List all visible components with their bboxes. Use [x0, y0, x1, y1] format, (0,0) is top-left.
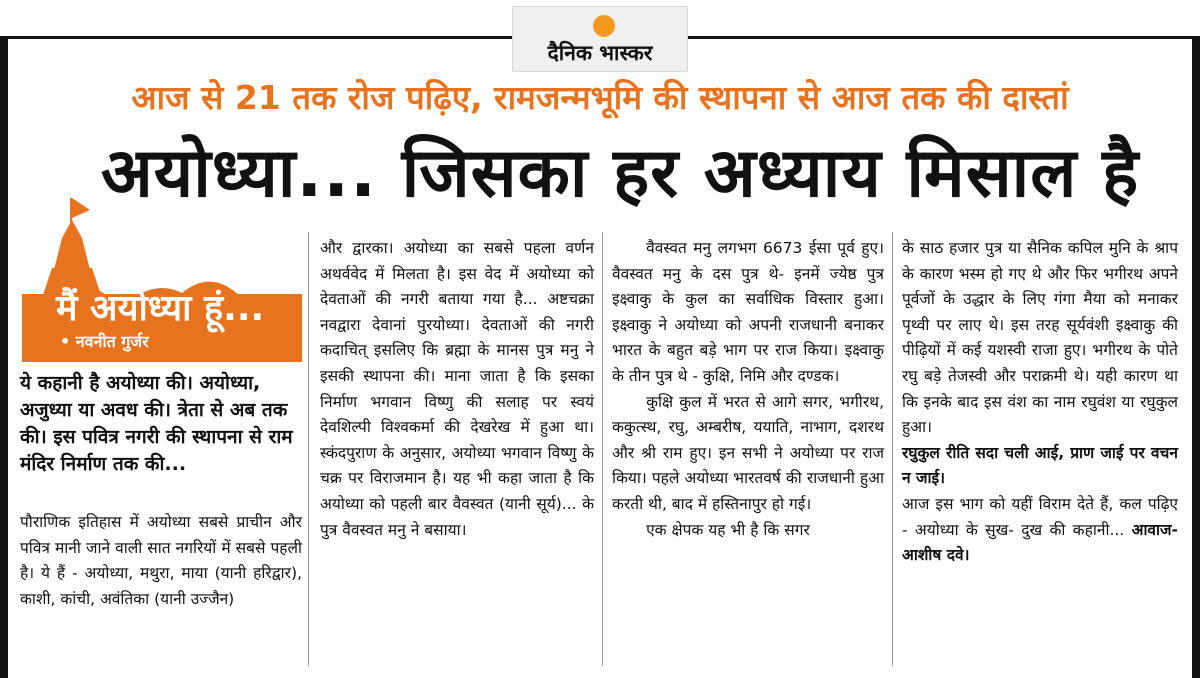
article-column-3 [612, 236, 884, 543]
column-divider [892, 232, 893, 666]
pull-quote: रघुकुल रीति सदा चली आई, प्राण जाई पर वचन न जाई। [902, 443, 1178, 488]
column-3-paragraph-2: कुक्षि कुल में भरत से आगे सगर, भगीरथ, ककुत्स्थ, रघु, अम्बरीष, ययाति, नाभाग, दशरथ और श्री राम हुए। इन सभी ने अयोध्या पर राज किया। पहले अयोध्या भारतवर्ष की राजधानी हुआ करती थी, बाद में हस्तिनापुर हो गई। [612, 392, 884, 513]
frame-right-border [1192, 36, 1200, 678]
kicker-line: आज से 21 तक रोज पढ़िए, रामजन्मभूमि की स्थापना से आज तक की दास्तां [131, 78, 1069, 117]
headline: अयोध्या... जिसका हर अध्याय मिसाल है [100, 134, 1140, 213]
article-column-4 [902, 236, 1178, 569]
column-3-paragraph-3: एक क्षेपक यह भी है कि सगर [646, 520, 810, 539]
logo-text: दैनिक भास्कर [547, 41, 653, 65]
temple-emblem [12, 198, 302, 362]
article-column-2 [320, 236, 594, 543]
column-1-text: पौराणिक इतिहास में अयोध्या सबसे प्राचीन और पवित्र मानी जाने वाली सात नगरियों में सबसे पहली है। ये हैं - अयोध्या, मथुरा, माया (यानी हरिद्वार), काशी, कांची, अवंतिका (यानी उज्जैन) [20, 513, 302, 608]
column-divider [308, 232, 309, 666]
sun-icon [593, 15, 615, 37]
flag-icon [72, 198, 90, 218]
column-2-text: और द्वारका। अयोध्या का सबसे पहला वर्णन अथर्ववेद में मिलता है। इस वेद में अयोध्या को देवताओं की नगरी बताया गया है... अष्टचक्रा नवद्वारा देवानां पुरयोध्या। देवताओं की नगरी कदाचित् इसलिए कि ब्रह्मा के मानस पुत्र मनु ने इसकी स्थापना की। माना जाता है कि इसका निर्माण भगवान विष्णु की सलाह पर स्वयं देवशिल्पी विश्वकर्मा की देखरेख में हुआ था। स्कंदपुराण के अनुसार, अयोध्या भगवान विष्णु के चक्र पर विराजमान है। यह भी कहा जाता है कि अयोध्या को पहली बार वैवस्वत (यानी सूर्य)... के पुत्र वैवस्वत मनु ने बसाया। [320, 239, 594, 539]
byline: • नवनीत गुर्जर [60, 332, 149, 351]
column-3-paragraph-1: वैवस्वत मनु लगभग 6673 ईसा पूर्व हुए। वैवस्वत मनु के दस पुत्र थे- इनमें ज्येष्ठ पुत्र इक्ष्वाकु के कुल का सर्वाधिक विस्तार हुआ। इक्ष्वाकु ने अयोध्या को अपनी राजधानी बनाकर भारत के बहुत बड़े भाग पर राज किया। इक्ष्वाकु के तीन पुत्र थे - कुक्षि, निमि और दण्डक। [612, 239, 884, 385]
masthead-logo [512, 6, 688, 72]
credit-line: आवाज- आशीष दवे। [902, 520, 1178, 565]
article-column-1 [20, 510, 302, 612]
column-4-paragraph-1: के साठ हजार पुत्र या सैनिक कपिल मुनि के श्राप के कारण भस्म हो गए थे और फिर भगीरथ अपने पूर्वजों के उद्धार के लिए गंगा मैया को मनाकर पृथ्वी पर लाए थे। इस तरह सूर्यवंशी इक्ष्वाकु की पीढ़ियों में कई यशस्वी राजा हुए। भगीरथ के पोते रघु बड़े तेजस्वी और पराक्रमी थे। यही कारण था कि इनके बाद इस वंश का नाम रघुवंश या रघुकुल हुआ। [902, 239, 1178, 437]
column-4-closing [902, 492, 1178, 569]
intro-text: ये कहानी है अयोध्या की। अयोध्या, अजुध्या या अवध की। त्रेता से अब तक की। इस पवित्र नगरी की स्थापना से राम मंदिर निर्माण तक की... [20, 372, 293, 475]
column-divider [602, 232, 603, 666]
emblem-title: मैं अयोध्या हूं... [56, 288, 265, 329]
frame-left-border [0, 36, 8, 678]
column-4-paragraph-2: आज इस भाग को यहीं विराम देते हैं, कल पढ़िए - अयोध्या के सुख- दुख की कहानी... [902, 494, 1178, 539]
